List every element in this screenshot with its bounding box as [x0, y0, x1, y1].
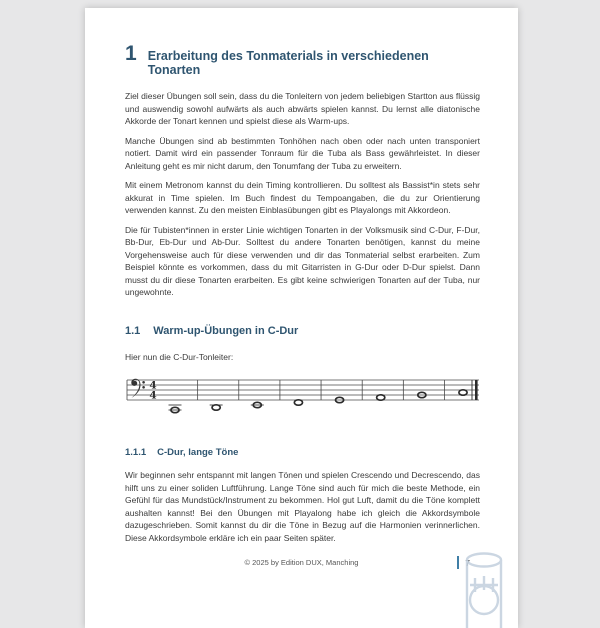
section-title: Warm-up-Übungen in C-Dur: [153, 324, 299, 337]
svg-text:4: 4: [149, 379, 157, 392]
svg-text:4: 4: [149, 389, 157, 402]
chapter-number: 1: [125, 42, 137, 65]
music-example: [125, 370, 480, 423]
paragraph-4: Die für Tubisten*innen in erster Linie wichtigen Tonarten in der Volksmusik sind C-Dur, F-Dur, Bb-Dur, Eb-Dur und Ab-Dur. Solltest du andere Tonarten benötigen, kannst du meine Vorgehensweise auch für diese verwenden und dir das Tonmaterial selbst erarbeiten. Zum Beispiel könnte es vorkommen, dass du mit Gitarristen in G-Dur oder D-Dur spielst. Dann musst du dir diese Tonarten erarbeiten. Es gibt keine schwierigen Tonarten auf der Tuba, nur ungewohnte.: [125, 224, 480, 297]
subsection-title: C-Dur, lange Töne: [157, 447, 239, 458]
page-number-value: 7: [465, 557, 470, 568]
subsection-number: 1.1.1: [125, 447, 147, 458]
paragraph-1: Ziel dieser Übungen soll sein, dass du die Tonleitern von jedem beliebigen Startton aus flüssig und auswendig sowohl aufwärts als auch abwärts spielen kannst. Du lernst alle diatonische Akkorde der Tonart kennen und spielst diese als Warm-ups.: [125, 91, 480, 126]
tuba-watermark-icon: [437, 548, 518, 628]
paragraph-2: Manche Übungen sind ab bestimmten Tonhöhen nach oben oder nach unten transponiert notiert. Damit wird ein passender Tonraum für die Tuba als Bass gewährleistet. In dieser Anleitung geht es mir nicht darum, den Tonumfang der Tuba zu erweitern.: [125, 135, 480, 171]
section-number: 1.1: [125, 324, 141, 337]
paragraph-3: Mit einem Metronom kannst du dein Timing kontrollieren. Du solltest als Bassist*in stets sehr akkurat in Time spielen. Im Buch findest du Tempoangaben, die du zur Orientierung verwenden kannst. Zu den meisten Einblasübungen gibt es Playalongs mit Akkordeon.: [125, 180, 480, 215]
music-staff: [125, 370, 481, 418]
section-heading: [125, 325, 480, 337]
subsection-heading: [125, 447, 480, 458]
chapter-title: Erarbeitung des Tonmaterials in verschiedenen Tonarten: [147, 49, 429, 77]
subsection-paragraph: Wir beginnen sehr entspannt mit langen Tönen und spielen Crescendo und Decrescendo, das hilft uns zu einer soliden Luftführung. Lange Töne sind auch für mich die beste Methode, ein Gefühl für das Mundstück/Instrument zu bekommen. Hol gut Luft, damit du die Töne komplett aushalten kannst! Bei den Übungen mit Playalong habe ich gleich die Akkordsymbole dazugeschrieben. Somit kannst du dir die Töne in Bezug auf die Harmonien verinnerlichen. Diese Akkordsymbole erkläre ich ein paar Seiten später.: [125, 470, 480, 543]
copyright-line: © 2025 by Edition DUX, Manching: [244, 558, 359, 567]
chapter-heading: [125, 42, 480, 77]
book-page: [85, 8, 518, 628]
page-content: [85, 8, 518, 544]
scale-intro-text: Hier nun die C-Dur-Tonleiter:: [125, 351, 234, 362]
